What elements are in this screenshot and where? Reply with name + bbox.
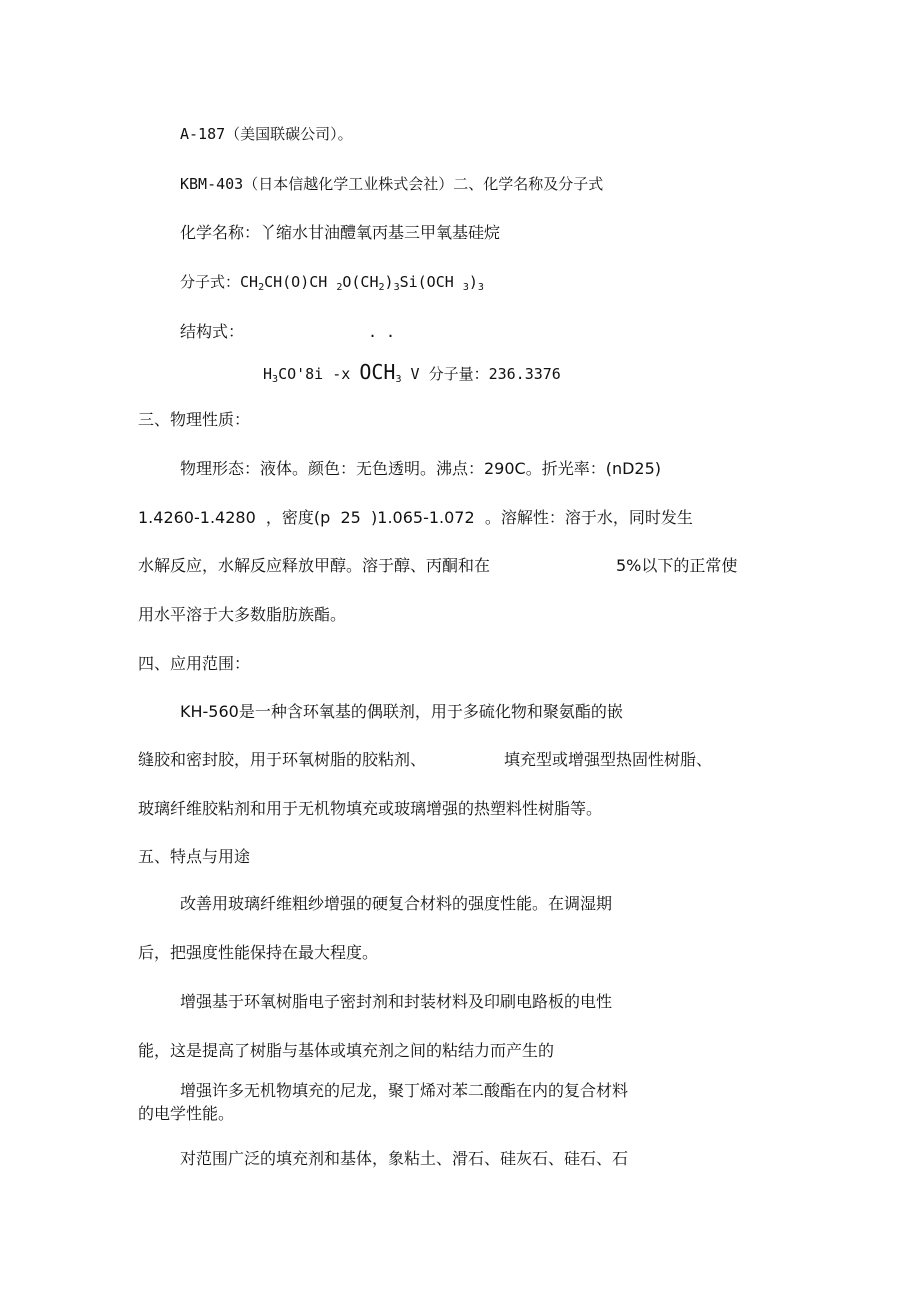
- structure-dots: . .: [368, 323, 396, 341]
- struct-h: H: [263, 365, 273, 383]
- formula-sub: 3: [477, 282, 484, 293]
- text-line-kh560: KH-560是一种含环氧基的偶联剂，用于多硫化物和聚氨酯的嵌: [180, 702, 623, 721]
- formula-part: Si(OCH: [399, 273, 463, 291]
- text-line-sealants: 缝胶和密封胶，用于环氧树脂的胶粘剂、: [138, 750, 427, 769]
- struct-och: OCH: [359, 360, 396, 384]
- struct-och-sub: 3: [395, 374, 402, 385]
- text-line-enhance-electrical: 增强基于环氧树脂电子密封剂和封装材料及印刷电路板的电性: [180, 992, 613, 1011]
- text-line-electrical-performance: 的电学性能。: [138, 1104, 235, 1123]
- formula-sub: 3: [393, 282, 400, 293]
- section-heading-features-uses: 五、特点与用途: [138, 847, 251, 866]
- text-line-molecular-formula: [180, 272, 484, 298]
- text-line-hydrolysis: 水解反应，水解反应释放甲醇。溶于醇、丙酮和在: [138, 556, 491, 575]
- struct-h-sub: 3: [272, 374, 279, 385]
- section-heading-physical-properties: 三、物理性质：: [138, 410, 251, 429]
- text-line-sealants-tail: 填充型或增强型热固性树脂、: [504, 750, 713, 769]
- formula-sub: 2: [336, 282, 343, 293]
- formula-sub: 2: [258, 282, 265, 293]
- formula-part: CH(O)CH: [264, 273, 337, 291]
- text-line-structure-and-weight: [263, 362, 561, 390]
- formula-sub: 3: [462, 282, 469, 293]
- formula-prefix: 分子式：CH: [180, 273, 259, 291]
- text-line-trade-name-kbm403: KBM-403（日本信越化学工业株式会社）二、化学名称及分子式: [180, 175, 604, 193]
- text-line-glass-fiber: 玻璃纤维胶粘剂和用于无机物填充或玻璃增强的热塑料性树脂等。: [138, 799, 603, 818]
- text-line-trade-name-a187: A-187（美国联碳公司）。: [180, 125, 353, 143]
- struct-tail: V 分子量：236.3376: [401, 365, 561, 383]
- text-line-chemical-name: 化学名称：丫缩水甘油醴氧丙基三甲氧基硅烷: [180, 223, 501, 242]
- struct-mid: CO'8i -x: [278, 365, 360, 383]
- formula-part: ): [468, 273, 478, 291]
- text-line-density: 1.4260-1.4280 ，密度(p 25 )1.065-1.072 。溶解性：溶于水，同时发生: [138, 508, 693, 527]
- formula-sub: 2: [378, 282, 385, 293]
- text-line-adhesion: 能，这是提高了树脂与基体或填充剂之间的粘结力而产生的: [138, 1041, 555, 1060]
- text-line-solubility-end: 用水平溶于大多数脂肪族酯。: [138, 605, 347, 624]
- text-line-improve-strength: 改善用玻璃纤维粗纱增强的硬复合材料的强度性能。在调湿期: [180, 894, 613, 913]
- text-line-physical-form: 物理形态：液体。颜色：无色透明。沸点：290C。折光率：(nD25): [180, 459, 662, 478]
- text-line-hydrolysis-tail: 5%以下的正常使: [616, 556, 738, 575]
- formula-part: ): [384, 273, 394, 291]
- text-line-nylon: 增强许多无机物填充的尼龙，聚丁烯对苯二酸酯在内的复合材料: [180, 1081, 629, 1100]
- section-heading-application-scope: 四、应用范围：: [138, 654, 251, 673]
- formula-part: O(CH: [342, 273, 379, 291]
- text-line-keep-strength: 后，把强度性能保持在最大程度。: [138, 943, 379, 962]
- text-line-fillers: 对范围广泛的填充剂和基体，象粘土、滑石、硅灰石、硅石、石: [180, 1149, 629, 1168]
- text-line-structure-label: 结构式：: [180, 322, 245, 341]
